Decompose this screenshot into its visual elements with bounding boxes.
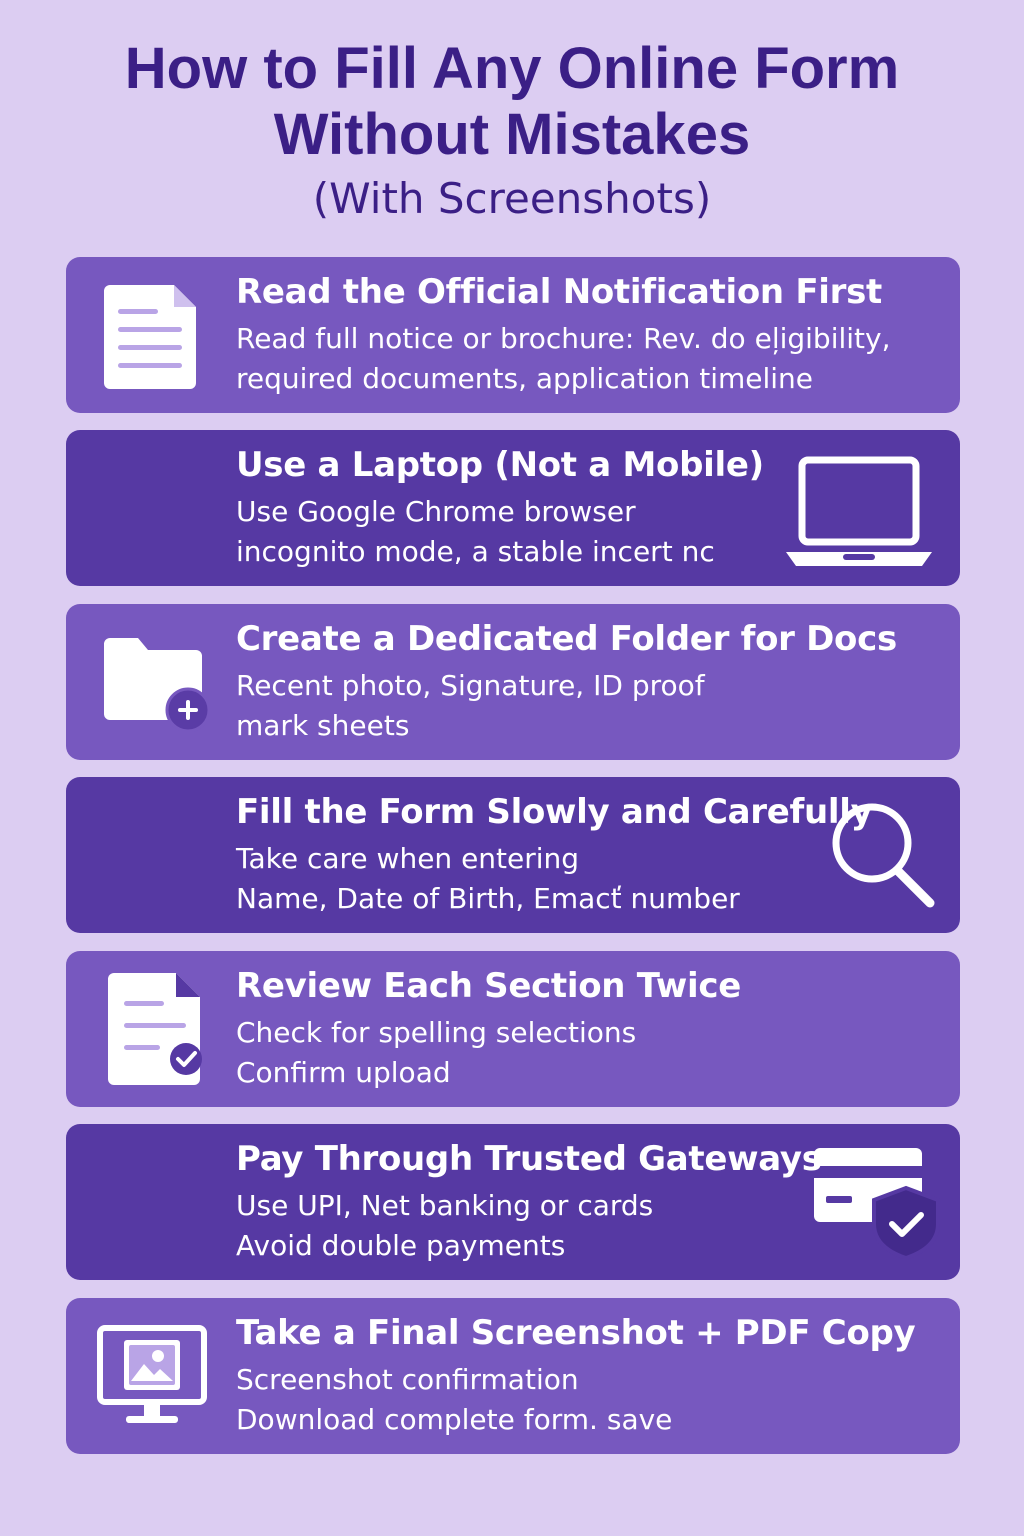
step-heading: Pay Through Trusted Gateways	[236, 1139, 822, 1179]
page-title-line2: Without Mistakes	[273, 102, 751, 167]
laptop-icon	[786, 456, 932, 568]
step-detail-line: Name, Date of Birth, Emacť number	[236, 882, 740, 915]
step-heading: Create a Dedicated Folder for Docs	[236, 619, 897, 659]
step-detail-line: Use Google Chrome browser	[236, 495, 636, 528]
step-detail-line: required documents, application timeline	[236, 362, 814, 395]
step-detail-line: Recent photo, Signature, ID proof	[236, 669, 705, 702]
step-detail-line: Take care when entering	[236, 842, 580, 875]
step-card-review-twice	[66, 951, 960, 1107]
document-icon	[104, 285, 200, 389]
secure-card-icon	[812, 1144, 942, 1262]
step-heading: Fill the Form Slowly and Carefully	[236, 792, 873, 832]
step-card-use-laptop	[66, 430, 960, 586]
step-detail-line: Read full notice or brochure: Rev. do eļigibility,	[236, 322, 891, 355]
page-title-line1: How to Fill Any Online Form	[124, 36, 900, 101]
step-detail-line: Check for spelling selections	[236, 1016, 637, 1049]
step-detail-line: Use UPI, Net banking or cards	[236, 1189, 654, 1222]
step-heading: Review Each Section Twice	[236, 966, 741, 1006]
page-subtitle: (With Screenshots)	[312, 174, 712, 223]
step-card-fill-carefully	[66, 777, 960, 933]
step-heading: Read the Official Notification First	[236, 272, 883, 312]
step-heading: Take a Final Screenshot + PDF Copy	[236, 1313, 916, 1353]
step-detail-line: Confirm upload	[236, 1056, 451, 1089]
monitor-image-icon	[96, 1324, 208, 1426]
step-card-read-notification	[66, 257, 960, 413]
step-detail-line: Download complete form. save	[236, 1403, 673, 1436]
step-card-trusted-payment	[66, 1124, 960, 1280]
step-detail-line: incognito mode, a stable incert nc	[236, 535, 715, 568]
step-card-final-screenshot	[66, 1298, 960, 1454]
step-card-create-folder	[66, 604, 960, 760]
step-detail-line: Screenshot confirmation	[236, 1363, 579, 1396]
step-detail-line: Avoid double payments	[236, 1229, 566, 1262]
document-check-icon	[108, 971, 208, 1089]
step-detail-line: mark sheets	[236, 709, 410, 742]
folder-add-icon	[104, 634, 210, 732]
step-heading: Use a Laptop (Not a Mobile)	[236, 445, 764, 485]
